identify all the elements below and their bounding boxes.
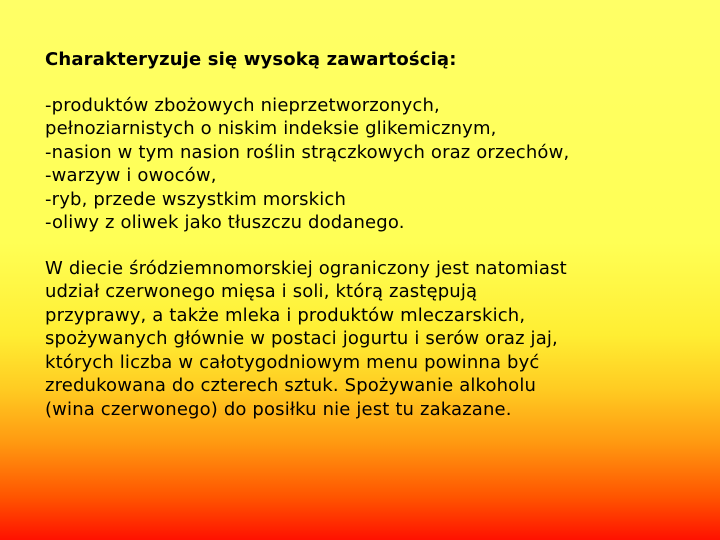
paragraph-line: których liczba w całotygodniowym menu powinna być	[45, 351, 540, 373]
paragraph-line: zredukowana do czterech sztuk. Spożywanie alkoholu	[45, 375, 537, 396]
list-line: -produktów zbożowych nieprzetworzonych,	[45, 94, 440, 116]
food-list	[45, 94, 705, 235]
slide-heading: Charakteryzuje się wysoką zawartością:	[45, 49, 457, 70]
list-line: -nasion w tym nasion roślin strączkowych oraz orzechów,	[45, 141, 570, 163]
list-line: -oliwy z oliwek jako tłuszczu dodanego.	[45, 212, 405, 233]
paragraph-line: spożywanych głównie w postaci jogurtu i serów oraz jaj,	[45, 328, 558, 349]
paragraph-line: W diecie śródziemnomorskiej ograniczony jest natomiast	[45, 257, 567, 279]
paragraph-line: przyprawy, a także mleka i produktów mleczarskich,	[45, 304, 526, 326]
diet-paragraph	[45, 257, 705, 422]
list-line: -ryb, przede wszystkim morskich	[45, 188, 347, 210]
list-line: pełnoziarnistych o niskim indeksie glikemicznym,	[45, 118, 497, 139]
paragraph-line: (wina czerwonego) do posiłku nie jest tu zakazane.	[45, 398, 512, 420]
slide-content	[45, 48, 705, 421]
list-line: -warzyw i owoców,	[45, 165, 217, 186]
paragraph-line: udział czerwonego mięsa i soli, którą zastępują	[45, 281, 478, 302]
